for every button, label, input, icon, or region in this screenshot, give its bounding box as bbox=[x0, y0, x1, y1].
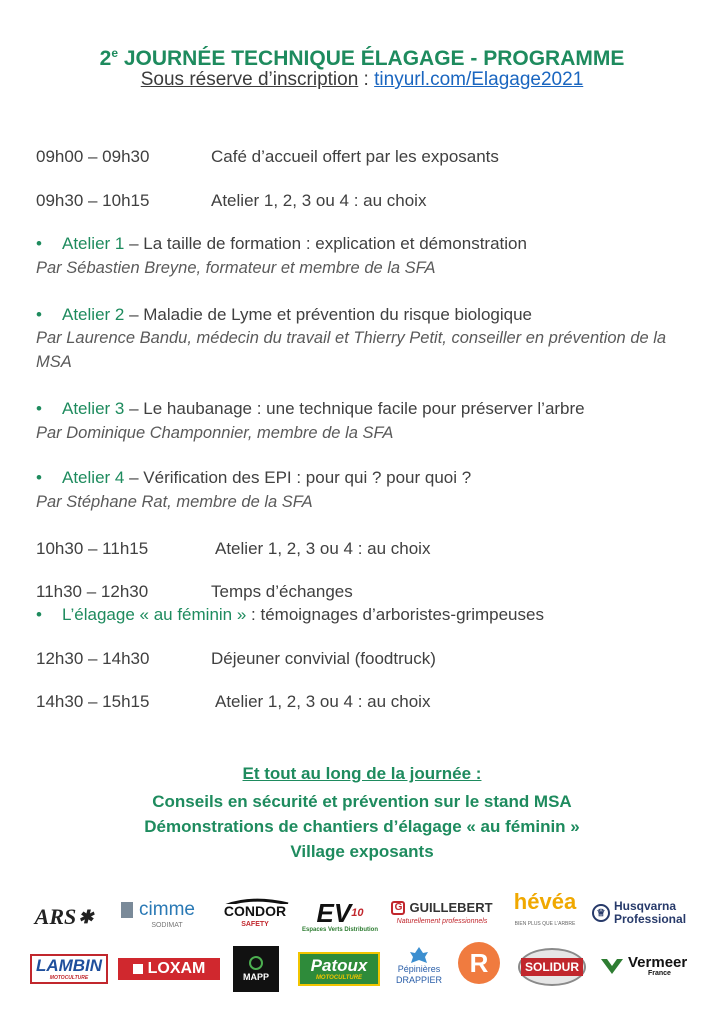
atelier-item: • Atelier 1 – La taille de formation : explication et démonstration bbox=[36, 234, 527, 253]
schedule-row: 09h30 – 10h15 Atelier 1, 2, 3 ou 4 : au choix bbox=[36, 191, 427, 210]
subtitle-label: Sous réserve d’inscription bbox=[140, 69, 359, 90]
sponsor-logo-loxam: LOXAM bbox=[118, 958, 220, 980]
atelier-item: • Atelier 2 – Maladie de Lyme et prévention du risque biologique bbox=[36, 305, 533, 324]
schedule-row: 14h30 – 15h15 Atelier 1, 2, 3 ou 4 : au choix bbox=[36, 692, 431, 711]
atelier-speaker: Par Laurence Bandu, médecin du travail et Thierry Petit, conseiller en prévention de la MSA bbox=[36, 329, 667, 371]
sponsor-logo-r: R bbox=[458, 942, 500, 984]
registration-link[interactable]: tinyurl.com/Elagage2021 bbox=[374, 69, 584, 90]
title-superscript: e bbox=[111, 46, 118, 60]
schedule-row: 11h30 – 12h30 Temps d’échanges bbox=[36, 582, 353, 601]
page-subtitle: Sous réserve d’inscription : tinyurl.com/Elagage2021 bbox=[140, 69, 584, 90]
feminin-item: • L’élagage « au féminin » : témoignages d’arboristes-grimpeuses bbox=[36, 605, 544, 624]
footer-line: Village exposants bbox=[290, 842, 434, 861]
sponsor-logo-hevea: hévéa BIEN PLUS QUE L'ARBRE bbox=[513, 889, 577, 927]
atelier-speaker: Par Dominique Champonnier, membre de la SFA bbox=[36, 424, 394, 442]
atelier-speaker: Par Sébastien Breyne, formateur et membre de la SFA bbox=[36, 259, 436, 277]
schedule-row: 10h30 – 11h15 Atelier 1, 2, 3 ou 4 : au choix bbox=[36, 539, 431, 558]
sponsor-logo-husqvarna: ♕ Husqvarna Professional bbox=[592, 896, 708, 930]
footer-line: Conseils en sécurité et prévention sur le stand MSA bbox=[152, 792, 572, 811]
schedule-row: 12h30 – 14h30 Déjeuner convivial (foodtruck) bbox=[36, 649, 436, 668]
husqvarna-crown-icon: ♕ bbox=[592, 904, 610, 922]
sponsor-logo-lambin: LAMBIN MOTOCULTURE bbox=[30, 954, 108, 984]
footer-line: Démonstrations de chantiers d’élagage « au féminin » bbox=[144, 817, 580, 836]
sponsor-logo-ars: ARS ✱ bbox=[34, 904, 94, 929]
leaf-icon bbox=[409, 946, 429, 964]
sponsor-logo-drappier: Pépinières DRAPPIER bbox=[388, 938, 450, 994]
sponsor-logo-mapp: MAPP bbox=[233, 946, 279, 992]
atelier-item: • Atelier 4 – Vérification des EPI : pour qui ? pour quoi ? bbox=[36, 468, 472, 487]
schedule-row: 09h00 – 09h30 Café d’accueil offert par les exposants bbox=[36, 147, 499, 166]
sponsor-logo-condor: CONDOR SAFETY bbox=[214, 898, 296, 932]
atelier-item: • Atelier 3 – Le haubanage : une technique facile pour préserver l’arbre bbox=[36, 399, 585, 418]
sponsor-logo-patoux: Patoux MOTOCULTURE bbox=[298, 952, 380, 986]
sponsor-logo-ev: EV$^{10}$ Espaces Verts Distribution bbox=[301, 898, 379, 933]
vermeer-v-icon bbox=[600, 957, 624, 975]
atelier-speaker: Par Stéphane Rat, membre de la SFA bbox=[36, 493, 313, 511]
sponsor-logo-solidur: SOLIDUR bbox=[518, 948, 586, 986]
sponsor-logo-vermeer: Vermeer France bbox=[600, 950, 704, 982]
page-title: 2e JOURNÉE TECHNIQUE ÉLAGAGE - PROGRAMME bbox=[99, 46, 625, 70]
sponsor-logo-cimme: cimme SODIMAT bbox=[112, 904, 204, 932]
footer-heading: Et tout au long de la journée : bbox=[242, 764, 482, 783]
sponsor-logo-guillebert: G GUILLEBERT Naturellement professionnels bbox=[384, 900, 500, 930]
